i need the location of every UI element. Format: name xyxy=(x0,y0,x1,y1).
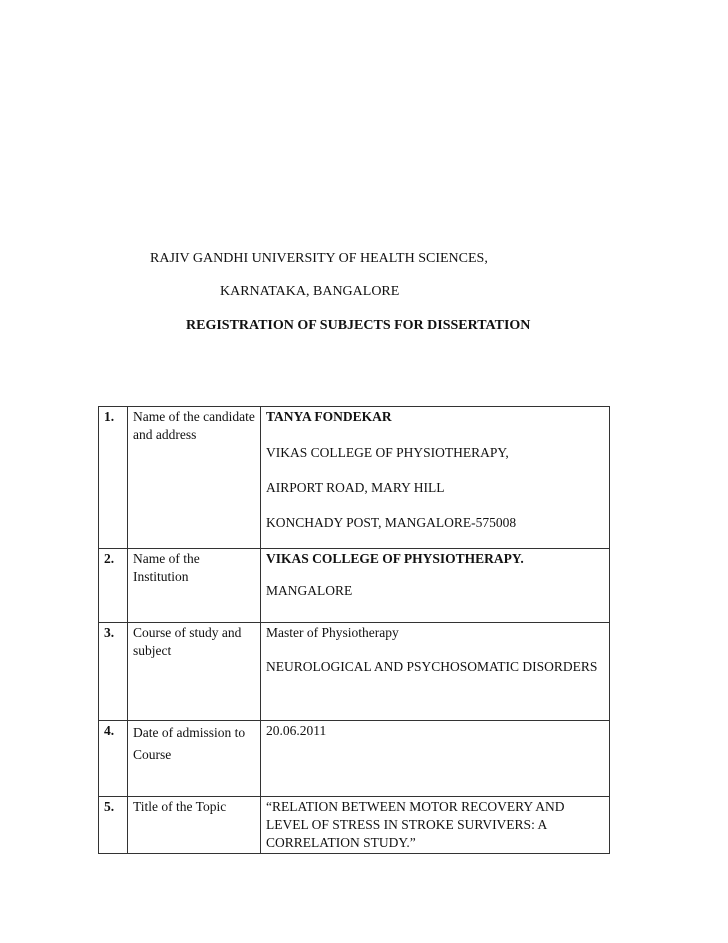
row-label: Name of the candidate and address xyxy=(128,407,261,549)
table-row xyxy=(99,721,610,797)
subject-name: NEUROLOGICAL AND PSYCHOSOMATIC DISORDERS xyxy=(266,659,598,674)
row-number: 2. xyxy=(99,549,128,623)
row-value xyxy=(261,623,610,721)
table-row xyxy=(99,623,610,721)
university-name: RAJIV GANDHI UNIVERSITY OF HEALTH SCIENCES, xyxy=(150,251,488,266)
row-number: 4. xyxy=(99,721,128,797)
table-row xyxy=(99,407,610,549)
address-line: VIKAS COLLEGE OF PHYSIOTHERAPY, xyxy=(266,445,509,460)
row-value xyxy=(261,721,610,797)
row-label: Title of the Topic xyxy=(128,797,261,854)
row-value xyxy=(261,407,610,549)
document-title: REGISTRATION OF SUBJECTS FOR DISSERTATION xyxy=(186,318,531,333)
row-number: 5. xyxy=(99,797,128,854)
course-name: Master of Physiotherapy xyxy=(266,625,399,640)
row-label: Course of study and subject xyxy=(128,623,261,721)
row-value xyxy=(261,549,610,623)
row-label: Name of the Institution xyxy=(128,549,261,623)
table-row xyxy=(99,549,610,623)
table-row xyxy=(99,797,610,854)
institution-city: MANGALORE xyxy=(266,583,353,598)
row-label: Date of admission to Course xyxy=(128,721,261,797)
address-line: AIRPORT ROAD, MARY HILL xyxy=(266,480,445,495)
institution-name: VIKAS COLLEGE OF PHYSIOTHERAPY. xyxy=(266,551,524,566)
row-number: 1. xyxy=(99,407,128,549)
admission-date: 20.06.2011 xyxy=(266,723,327,738)
candidate-name: TANYA FONDEKAR xyxy=(266,409,392,424)
address-line: KONCHADY POST, MANGALORE-575008 xyxy=(266,515,517,530)
university-location: KARNATAKA, BANGALORE xyxy=(220,284,400,299)
topic-title: “RELATION BETWEEN MOTOR RECOVERY AND LEVEL OF STRESS IN STROKE SURVIVERS: A CORRELATION STUDY.” xyxy=(266,799,565,850)
row-value xyxy=(261,797,610,854)
registration-table xyxy=(98,406,610,854)
row-number: 3. xyxy=(99,623,128,721)
